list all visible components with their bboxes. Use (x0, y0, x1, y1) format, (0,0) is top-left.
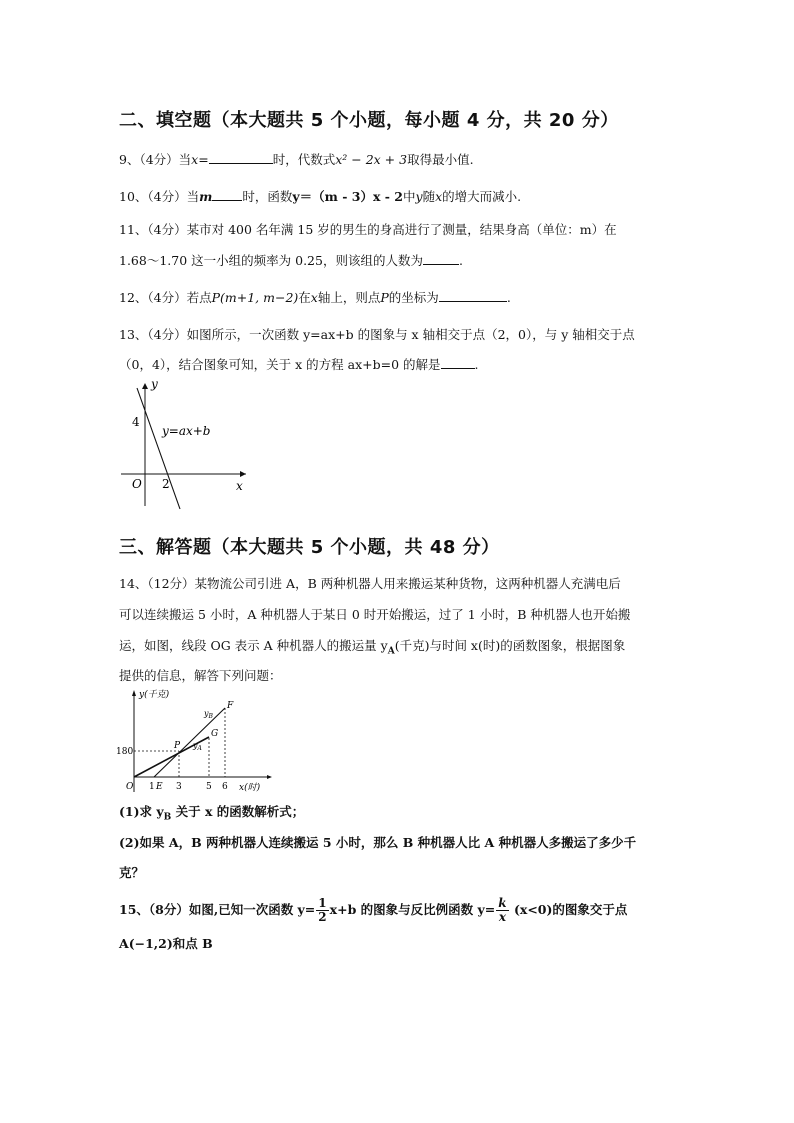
question-14-line-3: 运，如图，线段 OG 表示 A 种机器人的搬运量 $y_A$(千克)与时间 x(时)的函数图象，根据图象 (119, 638, 626, 657)
y-axis-label: y (151, 378, 158, 391)
answer-blank-10[interactable] (212, 188, 242, 201)
line-y-ax-b (137, 388, 180, 509)
question-15-line-1: 15、（8分）如图,已知一次函数 y= $\frac{1}{2}$ x+b 的图象与反比例函数 y= $\frac{k}{x}$ (x<0)的图象交于点 (119, 896, 628, 924)
point-G-label: G (211, 729, 219, 739)
question-14-part-2-line-2: 克？ (119, 865, 145, 880)
point-E-label: E (156, 782, 163, 792)
x-tick-3: 3 (176, 782, 182, 792)
answer-blank-9[interactable] (209, 151, 273, 164)
graph-14 (116, 686, 276, 796)
x-axis-label: x (236, 479, 243, 493)
x-axis-arrow (267, 775, 272, 779)
origin-label: O (126, 782, 134, 792)
question-14-line-1: 14、（12分）某物流公司引进 A，B 两种机器人用来搬运某种货物，这两种机器人充满电后 (119, 576, 621, 591)
x-axis-label: x(时) (239, 783, 261, 793)
question-14-line-2: 可以连续搬运 5 小时，A 种机器人于某日 0 时开始搬运，过了 1 小时，B 种机器人也开始搬 (119, 607, 631, 622)
y-tick-180: 180 (116, 747, 134, 757)
point-F-label: F (227, 701, 234, 711)
section-3-title: 三、解答题（本大题共 5 个小题，共 48 分） (119, 537, 500, 558)
x-tick-6: 6 (222, 782, 228, 792)
y-axis-arrow (142, 383, 148, 389)
point-P-label: P (174, 741, 181, 751)
x-axis-arrow (240, 471, 246, 477)
function-label: y=ax+b (162, 424, 211, 438)
segment-EF (154, 708, 225, 777)
question-15-line-2: A(−1,2)和点 B (119, 936, 213, 951)
question-14-part-1: (1)求 $y_B$ 关于 x 的函数解析式； (119, 804, 305, 823)
y-axis-arrow (132, 690, 136, 696)
origin-label: O (132, 477, 142, 491)
section-2-title: 二、填空题（本大题共 5 个小题，每小题 4 分，共 20 分） (119, 110, 619, 131)
answer-blank-13[interactable] (441, 356, 475, 369)
x-tick-5: 5 (206, 782, 212, 792)
question-9: 9、（4分）当x= 时，代数式x² − 2x + 3取得最小值. (119, 152, 474, 167)
x-tick-1: 1 (149, 782, 155, 792)
question-12: 12、（4分）若点P(m+1, m−2)在x轴上，则点P的坐标为 . (119, 290, 511, 305)
answer-blank-11[interactable] (423, 252, 459, 265)
question-13-line-1: 13、（4分）如图所示，一次函数 y=ax+b 的图象与 x 轴相交于点（2，0），与 y 轴相交于点 (119, 327, 635, 342)
fraction-one-half: $\frac{1}{2}$ (318, 896, 327, 924)
segment-OG (134, 737, 209, 777)
y-axis-label: y(千克) (139, 690, 170, 700)
question-11-line-2: 1.68～1.70 这一小组的频率为 0.25，则该组的人数为 . (119, 253, 463, 268)
question-10: 10、（4分）当m 时，函数y＝（m - 3）x - 2中y随x的增大而减小. (119, 189, 522, 204)
question-14-line-4: 提供的信息，解答下列问题： (119, 668, 282, 683)
question-13-line-2: （0，4），结合图象可知，关于 x 的方程 ax+b=0 的解是 . (119, 357, 479, 372)
question-11-line-1: 11、（4分）某市对 400 名年满 15 岁的男生的身高进行了测量，结果身高（单位：m）在 (119, 222, 617, 237)
line-yA-label: $y_A$ (193, 741, 202, 752)
x-intercept-label: 2 (162, 477, 170, 491)
fraction-k-over-x: $\frac{k}{x}$ (498, 896, 507, 924)
y-intercept-label: 4 (132, 415, 140, 429)
graph-13 (118, 378, 250, 510)
question-14-part-2-line-1: (2)如果 A，B 两种机器人连续搬运 5 小时，那么 B 种机器人比 A 种机器人多搬运了多少千 (119, 835, 637, 850)
answer-blank-12[interactable] (439, 289, 507, 302)
line-yB-label: $y_B$ (204, 709, 213, 720)
